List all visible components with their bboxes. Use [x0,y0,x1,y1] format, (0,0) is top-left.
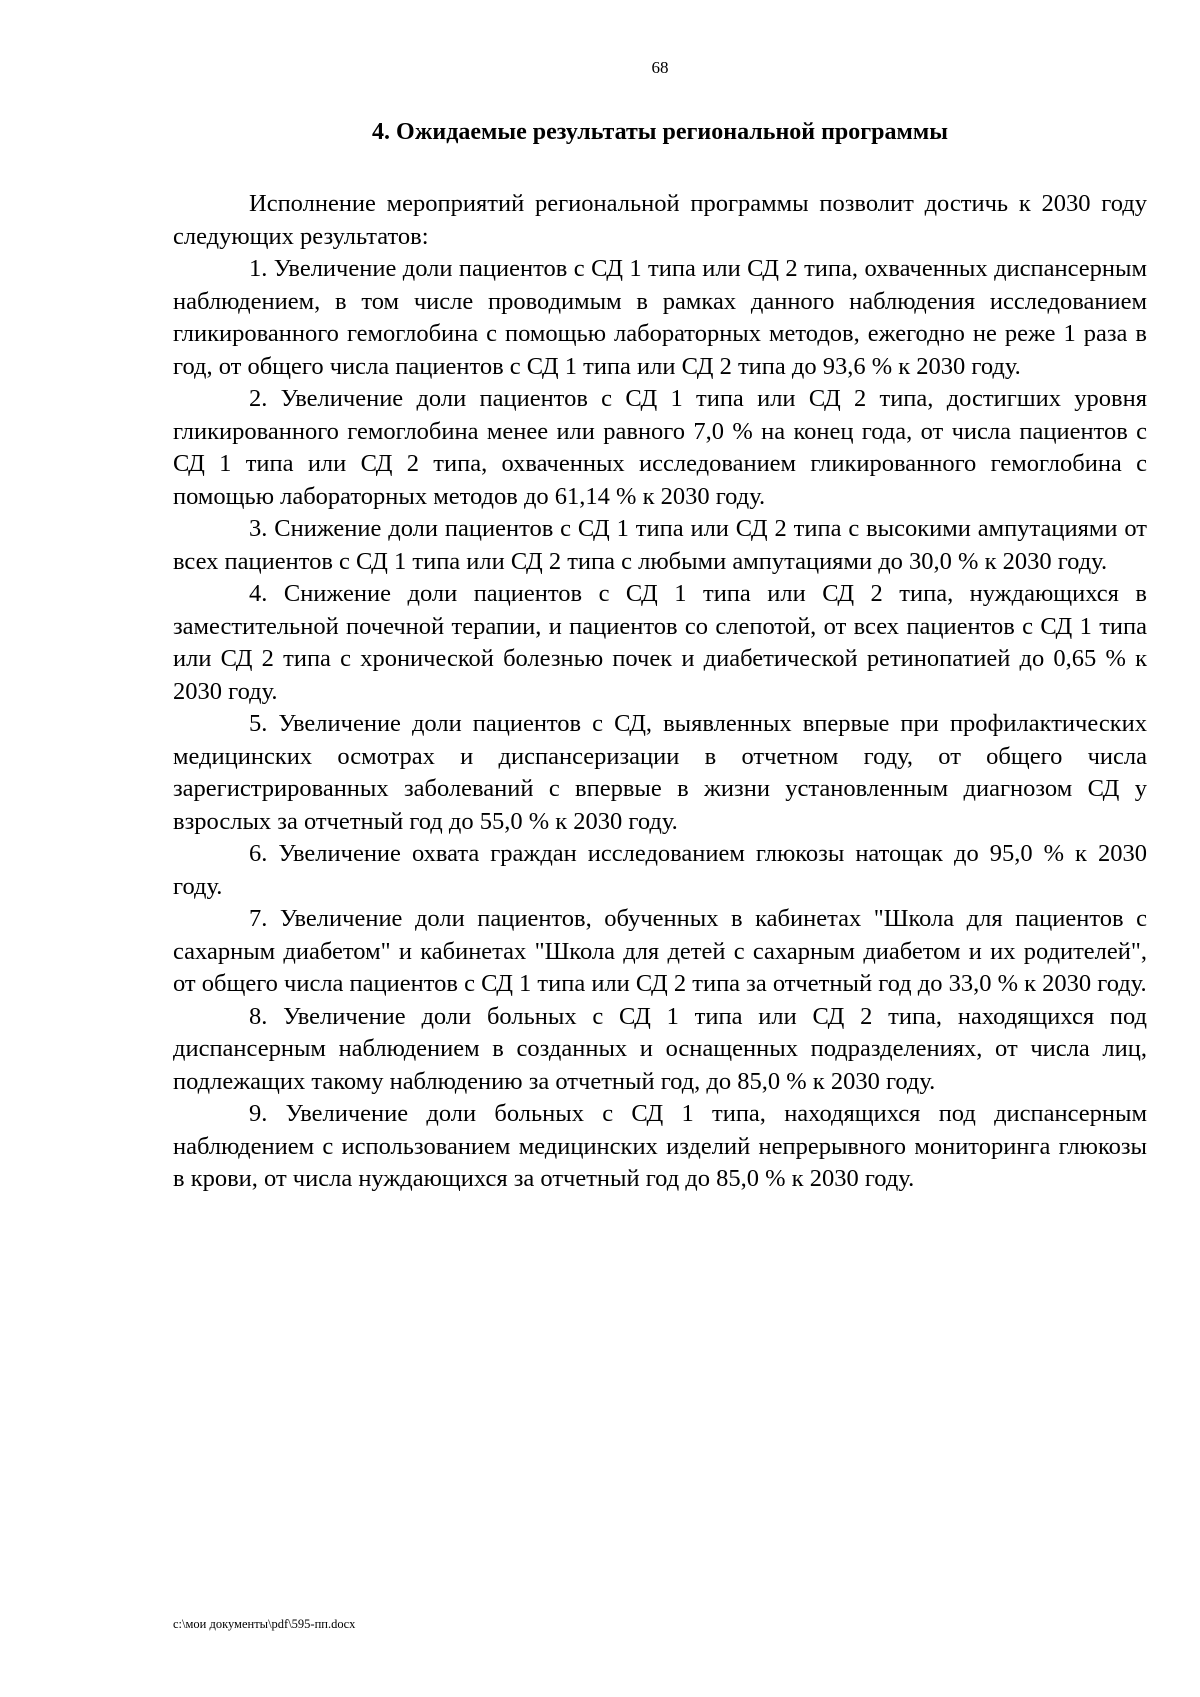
result-item-7: 7. Увеличение доли пациентов, обученных в кабинетах "Школа для пациентов с сахарным диабетом" и кабинетах "Школа для детей с сахарным диабетом и их родителей", от общего числа пациентов с СД 1 типа или СД 2 типа за отчетный год до 33,0 % к 2030 году. [173,905,1147,997]
footer-file-path: c:\мои документы\pdf\595-пп.docx [173,1617,356,1631]
result-item-2: 2. Увеличение доли пациентов с СД 1 типа или СД 2 типа, достигших уровня гликированного гемоглобина менее или равного 7,0 % на конец года, от числа пациентов с СД 1 типа или СД 2 типа, охваченных исследованием гликированного гемоглобина с помощью лабораторных методов до 61,14 % к 2030 году. [173,385,1147,510]
result-item-3: 3. Снижение доли пациентов с СД 1 типа или СД 2 типа с высокими ампутациями от всех пациентов с СД 1 типа или СД 2 типа с любыми ампутациями до 30,0 % к 2030 году. [173,515,1147,575]
page-number: 68 [651,58,669,77]
result-item-8: 8. Увеличение доли больных с СД 1 типа или СД 2 типа, находящихся под диспансерным наблюдением в созданных и оснащенных подразделениях, от числа лиц, подлежащих такому наблюдению за отчетный год, до 85,0 % к 2030 году. [173,1002,1147,1095]
section-heading: 4. Ожидаемые результаты региональной программы [372,119,948,145]
body-text [173,188,1147,1196]
intro-paragraph: Исполнение мероприятий региональной программы позволит достичь к 2030 году следующих результатов: [173,190,1147,250]
result-item-4: 4. Снижение доли пациентов с СД 1 типа или СД 2 типа, нуждающихся в заместительной почечной терапии, и пациентов со слепотой, от всех пациентов с СД 1 типа или СД 2 типа с хронической болезнью почек и диабетической ретинопатией до 0,65 % к 2030 году. [173,580,1147,705]
result-item-1: 1. Увеличение доли пациентов с СД 1 типа или СД 2 типа, охваченных диспансерным наблюдением, в том числе проводимым в рамках данного наблюдения исследованием гликированного гемоглобина с помощью лабораторных методов, ежегодно не реже 1 раза в год, от общего числа пациентов с СД 1 типа или СД 2 типа до 93,6 % к 2030 году. [173,255,1147,380]
result-item-6: 6. Увеличение охвата граждан исследованием глюкозы натощак до 95,0 % к 2030 году. [173,840,1147,900]
result-item-9: 9. Увеличение доли больных с СД 1 типа, находящихся под диспансерным наблюдением с использованием медицинских изделий непрерывного мониторинга глюкозы в крови, от числа нуждающихся за отчетный год до 85,0 % к 2030 году. [173,1100,1147,1192]
result-item-5: 5. Увеличение доли пациентов с СД, выявленных впервые при профилактических медицинских осмотрах и диспансеризации в отчетном году, от общего числа зарегистрированных заболеваний с впервые в жизни установленным диагнозом СД у взрослых за отчетный год до 55,0 % к 2030 году. [173,710,1147,835]
